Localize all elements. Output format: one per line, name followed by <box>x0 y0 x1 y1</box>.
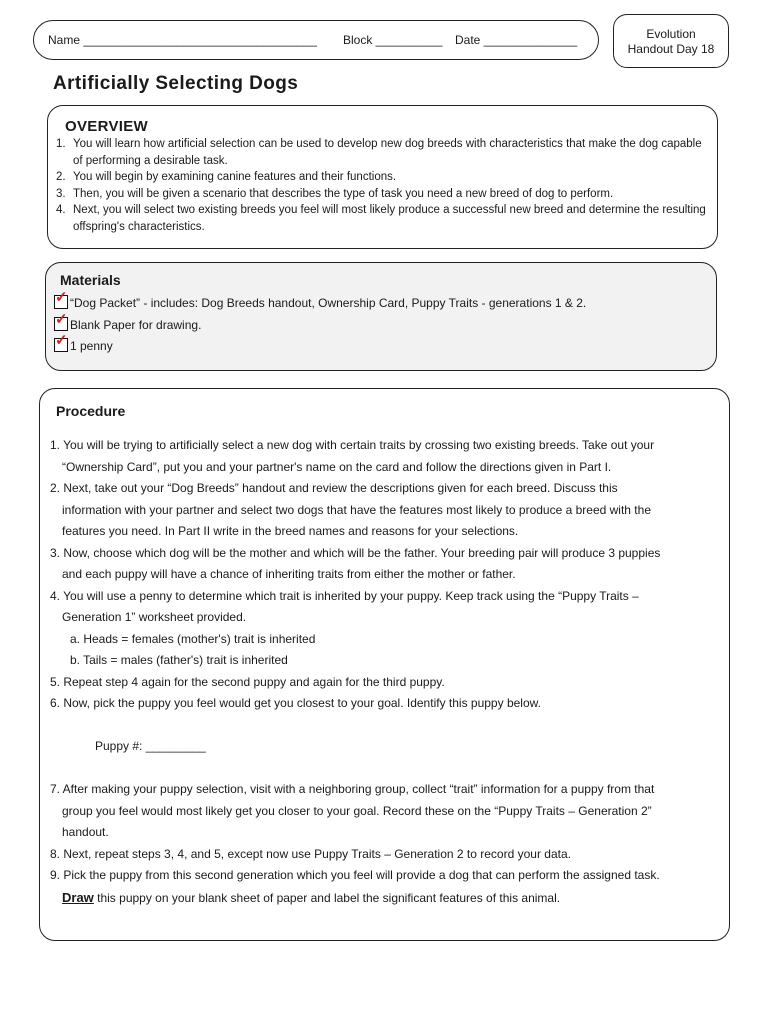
checkmark-icon: ✓ <box>54 317 68 331</box>
material-item: ✓ 1 penny <box>55 332 113 353</box>
procedure-line: 7. After making your puppy selection, visit with a neighboring group, collect “trait” information for a puppy from that <box>50 782 655 796</box>
list-item: 2. You will begin by examining canine features and their functions. <box>56 171 397 183</box>
procedure-line: 4. You will use a penny to determine which trait is inherited by your puppy. Keep track using the “Puppy Traits – <box>50 588 639 603</box>
overview-list <box>56 136 711 235</box>
procedure-line: 1. You will be trying to artificially select a new dog with certain traits by crossing two existing breeds. Take out your <box>50 438 655 452</box>
day-box-line2: Handout Day 18 <box>627 42 715 56</box>
procedure-line: 8. Next, repeat steps 3, 4, and 5, except now use Puppy Traits – Generation 2 to record your data. <box>50 846 571 861</box>
checkmark-icon: ✓ <box>54 338 68 352</box>
student-info-box <box>33 20 599 60</box>
procedure-line: features you need. In Part II write in the breed names and reasons for your selections. <box>62 524 519 538</box>
block-field: Block __________ <box>343 33 443 47</box>
overview-panel <box>47 105 718 249</box>
procedure-line: 9. Pick the puppy from this second generation which you feel will provide a dog that can perform the assigned task. <box>50 868 660 882</box>
procedure-line: handout. <box>62 825 109 839</box>
procedure-panel <box>39 388 730 941</box>
list-item: 4. Next, you will select two existing breeds you feel will most likely produce a successful new breed and determine the resulting offspring's characteristics. <box>56 204 706 233</box>
procedure-line: 3. Now, choose which dog will be the mother and which will be the father. Your breeding pair will produce 3 puppies <box>50 545 661 560</box>
material-item: ✓ “Dog Packet” - includes: Dog Breeds handout, Ownership Card, Puppy Traits - generations 1 & 2. <box>55 289 587 310</box>
procedure-heading: Procedure <box>56 403 126 419</box>
day-box-line1: Evolution <box>646 27 696 41</box>
name-field: Name ___________________________________ <box>48 33 317 47</box>
procedure-line: information with your partner and select two dogs that have the features most likely to produce a breed with the <box>62 502 651 517</box>
overview-heading: OVERVIEW <box>65 118 148 135</box>
checkmark-icon: ✓ <box>54 295 68 309</box>
procedure-line: Generation 1” worksheet provided. <box>62 610 247 624</box>
procedure-line: 2. Next, take out your “Dog Breeds” handout and review the descriptions given for each breed. Discuss this <box>50 481 618 495</box>
handout-day-box <box>613 14 729 68</box>
materials-heading: Materials <box>60 272 121 288</box>
procedure-line: “Ownership Card”, put you and your partner's name on the card and follow the directions given in Part I. <box>62 459 612 474</box>
procedure-subline: b. Tails = males (father's) trait is inherited <box>70 653 288 667</box>
date-field: Date ______________ <box>455 33 578 47</box>
draw-instruction: Draw this puppy on your blank sheet of paper and label the significant features of this animal. <box>62 889 561 905</box>
procedure-line: and each puppy will have a chance of inheriting traits from either the mother or father. <box>62 567 516 581</box>
page-title: Artificially Selecting Dogs <box>53 73 299 94</box>
draw-word: Draw <box>62 889 94 905</box>
list-item: 3. Then, you will be given a scenario that describes the type of task you need a new breed of dog to perform. <box>56 187 614 200</box>
procedure-subline: a. Heads = females (mother's) trait is inherited <box>70 631 316 646</box>
materials-panel <box>45 262 717 371</box>
procedure-steps <box>50 435 718 909</box>
list-item: 1. You will learn how artificial selection can be used to develop new dog breeds with characteristics that make the dog capable of performing a desirable task. <box>56 138 702 167</box>
procedure-line: 5. Repeat step 4 again for the second puppy and again for the third puppy. <box>50 674 445 689</box>
procedure-line: group you feel would most likely get you closer to your goal. Record these on the “Puppy Traits – Generation 2” <box>62 803 652 818</box>
procedure-line: 6. Now, pick the puppy you feel would get you closest to your goal. Identify this puppy below. <box>50 696 541 710</box>
puppy-number-blank: Puppy #: _________ <box>95 739 206 753</box>
material-item: ✓ Blank Paper for drawing. <box>55 311 202 332</box>
